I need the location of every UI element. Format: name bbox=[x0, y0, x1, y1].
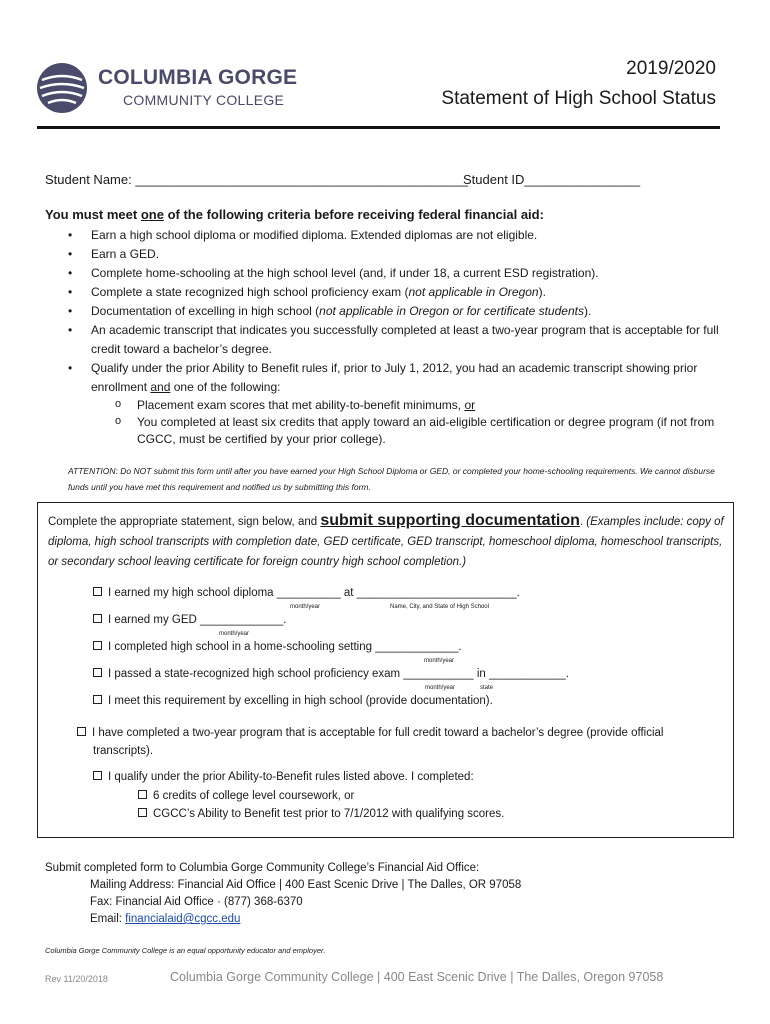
checkbox-icon[interactable] bbox=[138, 790, 147, 799]
criteria-item bbox=[91, 302, 725, 321]
student-id-field[interactable]: Student ID________________ bbox=[463, 172, 641, 187]
email-line bbox=[45, 911, 521, 928]
checkbox-icon[interactable] bbox=[93, 771, 102, 780]
criteria-text: one of the following: bbox=[170, 380, 281, 394]
student-name-field[interactable]: Student Name: ______________________________________________ bbox=[45, 172, 468, 187]
logo-college-subtitle: COMMUNITY COLLEGE bbox=[123, 92, 285, 108]
criteria-item bbox=[91, 283, 725, 302]
option-credits[interactable] bbox=[138, 790, 354, 802]
option-label: I have completed a two-year program that is acceptable for full credit toward a bachelor’s degree (provide official transcripts). bbox=[92, 727, 664, 757]
criteria-heading-text: of the following criteria before receiving federal financial aid: bbox=[163, 207, 544, 222]
student-fields bbox=[45, 172, 641, 187]
option-label: I earned my GED _____________. bbox=[108, 614, 287, 626]
criteria-item bbox=[91, 359, 725, 448]
option-homeschool[interactable] bbox=[93, 641, 462, 653]
hint-month-year: month/year bbox=[425, 685, 456, 691]
checkbox-icon[interactable] bbox=[93, 668, 102, 677]
option-label: I passed a state-recognized high school proficiency exam ___________ in ____________. bbox=[108, 668, 569, 680]
hint-month-year: month/year bbox=[290, 604, 321, 610]
hint-school: Name, City, and State of High School bbox=[390, 604, 489, 610]
criteria-italic: not applicable in Oregon bbox=[408, 285, 539, 299]
criteria-item: • Earn a GED. bbox=[91, 245, 725, 264]
checkbox-icon[interactable] bbox=[138, 808, 147, 817]
statement-box bbox=[37, 502, 734, 838]
criteria-text: Complete a state recognized high school proficiency exam ( bbox=[91, 285, 409, 299]
instructions-text: Complete the appropriate statement, sign below, and bbox=[48, 516, 321, 528]
criteria-text: ). bbox=[538, 285, 546, 299]
option-label: I qualify under the prior Ability-to-Benefit rules listed above. I completed: bbox=[108, 771, 474, 783]
option-label: 6 credits of college level coursework, or bbox=[153, 790, 355, 802]
criteria-subitem: o You completed at least six credits that apply toward an aid-eligible certification or degree program (if not from CGCC, must be certified by your prior college). bbox=[137, 414, 725, 448]
option-diploma[interactable] bbox=[93, 587, 520, 599]
hint-state: state bbox=[480, 685, 494, 691]
criteria-heading-text: You must meet bbox=[45, 207, 141, 222]
criteria-underline: and bbox=[150, 380, 171, 394]
checkbox-icon[interactable] bbox=[93, 587, 102, 596]
criteria-sublist bbox=[91, 397, 725, 448]
submit-instructions: Submit completed form to Columbia Gorge Community College’s Financial Aid Office: bbox=[45, 862, 480, 874]
criteria-text: Documentation of excelling in high school ( bbox=[91, 304, 320, 318]
option-proficiency-exam[interactable] bbox=[93, 668, 569, 680]
checkbox-icon[interactable] bbox=[93, 695, 102, 704]
email-link[interactable]: financialaid@cgcc.edu bbox=[125, 913, 241, 925]
equal-opportunity-statement: Columbia Gorge Community College is an equal opportunity educator and employer. bbox=[45, 946, 326, 955]
criteria-text: Placement exam scores that met ability-to-benefit minimums, bbox=[137, 398, 465, 412]
criteria-text: ). bbox=[583, 304, 592, 318]
criteria-item: • Earn a high school diploma or modified diploma. Extended diplomas are not eligible. bbox=[91, 226, 725, 245]
option-label: I completed high school in a home-schooling setting _____________. bbox=[108, 641, 462, 653]
criteria-subitem bbox=[137, 397, 725, 414]
option-excelling[interactable] bbox=[93, 695, 493, 707]
checkbox-icon[interactable] bbox=[93, 614, 102, 623]
criteria-underline: or bbox=[464, 398, 476, 412]
criteria-text: Qualify under the prior Ability to Benefit rules if, prior to July 1, 2012, you had an academic transcript showing prior enrollment bbox=[91, 361, 698, 394]
instructions-text: . bbox=[579, 516, 584, 528]
criteria-italic: not applicable in Oregon or for certificate students bbox=[319, 304, 584, 318]
instructions-examples: (Examples include: copy of diploma, high school transcripts with completion date, GED certificate, GED transcript, homeschool diploma, homeschool transcripts, or secondary school leaving certificate for foreign country high school completion.) bbox=[48, 516, 724, 568]
hint-month-year: month/year bbox=[424, 658, 455, 664]
form-year: 2019/2020 bbox=[626, 58, 716, 79]
option-atb-test[interactable] bbox=[138, 808, 504, 820]
option-label: I earned my high school diploma __________ at _________________________. bbox=[108, 587, 520, 599]
option-label: CGCC’s Ability to Benefit test prior to 7/1/2012 with qualifying scores. bbox=[153, 808, 505, 820]
criteria-item: • An academic transcript that indicates you successfully completed at least a two-year program that is acceptable for full credit toward a bachelor’s degree. bbox=[91, 321, 725, 359]
instructions-emphasis: submit supporting documentation bbox=[320, 512, 580, 529]
attention-note: ATTENTION: Do NOT submit this form until after you have earned your High School Diploma or GED, or completed your home-schooling requirements. We cannot disburse funds until you have met this requirement and notified us by submitting this form. bbox=[68, 466, 715, 492]
checkbox-icon[interactable] bbox=[93, 641, 102, 650]
header-divider bbox=[37, 126, 720, 129]
option-ability-to-benefit[interactable] bbox=[93, 771, 474, 783]
logo-emblem-icon bbox=[36, 62, 88, 114]
option-label: I meet this requirement by excelling in high school (provide documentation). bbox=[108, 695, 493, 707]
college-logo bbox=[36, 62, 306, 120]
criteria-item: • Complete home-schooling at the high school level (and, if under 18, a current ESD registration). bbox=[91, 264, 725, 283]
checkbox-icon[interactable] bbox=[77, 727, 86, 736]
option-ged[interactable] bbox=[93, 614, 286, 626]
criteria-heading bbox=[45, 207, 544, 222]
criteria-heading-emphasis: one bbox=[140, 207, 164, 222]
submission-info bbox=[45, 860, 521, 928]
email-label: Email: bbox=[90, 913, 126, 925]
fax-number: Fax: Financial Aid Office · (877) 368-6370 bbox=[90, 896, 303, 908]
mailing-address: Mailing Address: Financial Aid Office | 400 East Scenic Drive | The Dalles, OR 97058 bbox=[90, 879, 522, 891]
criteria-list bbox=[45, 226, 725, 448]
revision-date: Rev 11/20/2018 bbox=[45, 974, 108, 984]
footer-address: Columbia Gorge Community College | 400 East Scenic Drive | The Dalles, Oregon 97058 bbox=[170, 970, 664, 984]
hint-month-year: month/year bbox=[219, 631, 250, 637]
logo-college-name: COLUMBIA GORGE bbox=[98, 66, 298, 89]
statement-instructions bbox=[48, 511, 728, 572]
page-title: Statement of High School Status bbox=[441, 88, 716, 109]
option-two-year-program[interactable] bbox=[77, 724, 693, 760]
